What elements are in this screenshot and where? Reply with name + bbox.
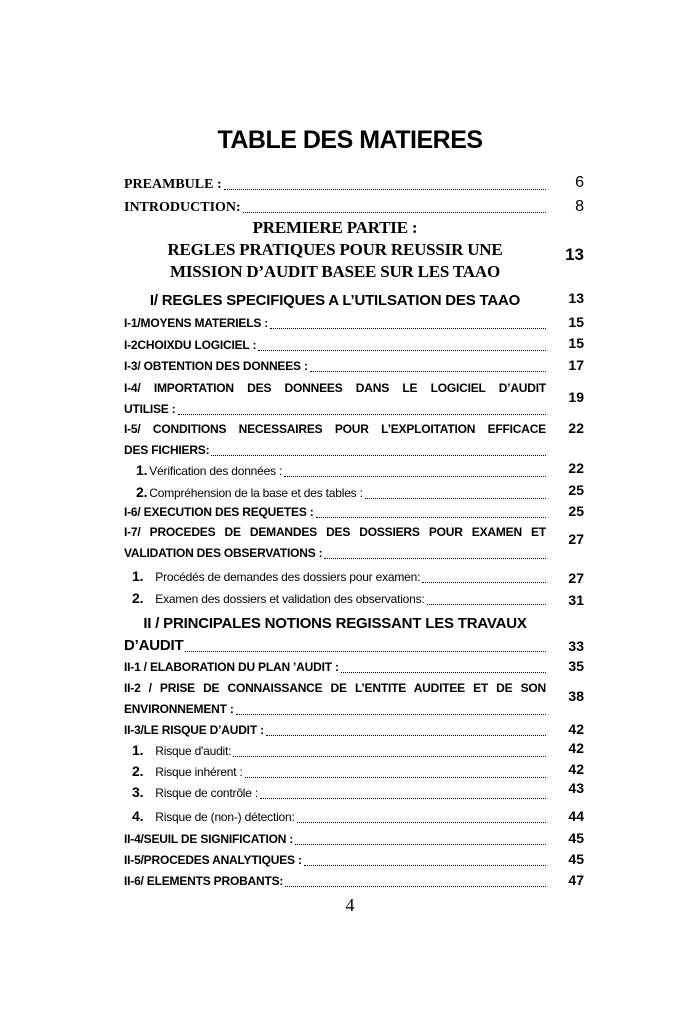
toc-page: 31 <box>568 592 584 608</box>
page-title: TABLE DES MATIERES <box>217 126 483 154</box>
dot-leader <box>270 327 546 329</box>
toc-entry[interactable] <box>124 502 546 523</box>
toc-page: 42 <box>568 761 584 777</box>
dot-leader <box>258 349 546 351</box>
toc-page: 19 <box>568 389 584 405</box>
toc-page: 27 <box>568 531 584 547</box>
dot-leader <box>233 755 546 757</box>
toc-label: Risque de (non-) détection: <box>155 810 295 824</box>
toc-page: 22 <box>568 460 584 476</box>
item-number: 2. <box>136 484 148 500</box>
dot-leader <box>295 843 546 845</box>
toc-page: 15 <box>568 314 584 330</box>
toc-page: 45 <box>568 851 584 867</box>
toc-subentry[interactable] <box>136 460 546 482</box>
toc-page: 22 <box>568 420 584 436</box>
toc-entry[interactable] <box>124 829 546 850</box>
toc-label: I-7/ PROCEDES DE DEMANDES DES DOSSIERS POUR EXAMEN ET <box>124 525 546 539</box>
toc-entry-preambule[interactable] <box>124 174 546 195</box>
toc-label: Vérification des données : <box>149 464 283 478</box>
toc-page: 35 <box>568 658 584 674</box>
toc-label: II-6/ ELEMENTS PROBANTS: <box>124 874 284 888</box>
dot-leader <box>245 776 546 778</box>
toc-entry[interactable] <box>124 313 546 334</box>
dot-leader <box>284 475 546 477</box>
toc-page: 17 <box>568 357 584 373</box>
toc-section-heading[interactable]: I/ REGLES SPECIFIQUES A L’UTILSATION DES TAAO <box>149 292 521 309</box>
toc-subentry[interactable] <box>132 566 546 588</box>
item-number: 1. <box>132 742 144 758</box>
part-line: MISSION D’AUDIT BASEE SUR LES TAAO <box>170 262 500 281</box>
dot-leader <box>324 557 546 559</box>
dot-leader <box>236 713 546 715</box>
dot-leader <box>365 497 546 499</box>
item-number: 1. <box>136 462 148 478</box>
toc-subentry[interactable] <box>132 806 546 828</box>
page-number: 4 <box>345 895 355 915</box>
toc-entry[interactable] <box>124 356 546 377</box>
toc-label: II-1 / ELABORATION DU PLAN ’AUDIT : <box>124 660 339 674</box>
toc-label: PREAMBULE : <box>124 177 222 192</box>
part-line: PREMIERE PARTIE : <box>252 218 418 237</box>
toc-label: Examen des dossiers et validation des observations: <box>155 592 425 606</box>
item-number: 3. <box>132 784 144 800</box>
toc-entry[interactable] <box>124 419 546 461</box>
toc-label: Risque de contrôle : <box>155 786 259 800</box>
toc-page: 45 <box>568 830 584 846</box>
toc-label: I-2CHOIXDU LOGICIEL : <box>124 338 257 352</box>
toc-label: Risque d'audit: <box>155 744 232 758</box>
toc-page: 38 <box>568 688 584 704</box>
dot-leader <box>341 671 546 673</box>
dot-leader <box>224 188 546 190</box>
item-number: 1. <box>132 568 144 584</box>
toc-subentry[interactable] <box>132 761 546 783</box>
toc-page: 13 <box>565 245 584 264</box>
dot-leader <box>243 211 546 213</box>
dot-leader <box>211 454 546 456</box>
toc-label: II-3/LE RISQUE D’AUDIT : <box>124 723 264 737</box>
toc-label: DES FICHIERS: <box>124 443 210 457</box>
toc-entry[interactable] <box>124 871 546 892</box>
toc-entry[interactable] <box>124 657 546 678</box>
toc-page: 27 <box>568 570 584 586</box>
dot-leader <box>285 885 546 887</box>
toc-label: II-5/PROCEDES ANALYTIQUES : <box>124 853 302 867</box>
toc-label: UTILISE : <box>124 402 176 416</box>
item-number: 2. <box>132 590 144 606</box>
toc-label: ENVIRONNEMENT : <box>124 702 234 716</box>
toc-label: INTRODUCTION: <box>124 200 241 215</box>
toc-label: II-2 / PRISE DE CONNAISSANCE DE L’ENTITE AUDITEE ET DE SON <box>124 681 546 695</box>
toc-subentry[interactable] <box>136 482 546 504</box>
toc-page: 42 <box>568 721 584 737</box>
toc-label: D’AUDIT <box>124 637 184 654</box>
dot-leader <box>310 370 546 372</box>
toc-entry[interactable] <box>124 850 546 871</box>
toc-entry-introduction[interactable] <box>124 197 546 218</box>
toc-part-heading[interactable] <box>124 217 546 283</box>
dot-leader <box>266 734 546 736</box>
toc-label: I-6/ EXECUTION DES REQUETES : <box>124 505 314 519</box>
toc-section-heading[interactable] <box>124 613 546 657</box>
item-number: 2. <box>132 763 144 779</box>
toc-subentry[interactable] <box>132 740 546 762</box>
toc-entry[interactable] <box>124 335 546 356</box>
dot-leader <box>185 650 546 652</box>
toc-label: II / PRINCIPALES NOTIONS REGISSANT LES TRAVAUX <box>143 615 527 632</box>
toc-label: Procédés de demandes des dossiers pour examen: <box>155 570 421 584</box>
toc-page: 13 <box>568 290 584 306</box>
toc-label: I-1/MOYENS MATERIELS : <box>124 316 269 330</box>
dot-leader <box>178 413 546 415</box>
toc-label: I-4/ IMPORTATION DES DONNEES DANS LE LOGICIEL D’AUDIT <box>124 381 546 395</box>
part-line: REGLES PRATIQUES POUR REUSSIR UNE <box>167 240 503 259</box>
toc-entry[interactable] <box>124 678 546 720</box>
toc-entry[interactable] <box>124 378 546 420</box>
toc-label: Compréhension de la base et des tables : <box>149 486 363 500</box>
toc-label: I-3/ OBTENTION DES DONNEES : <box>124 359 308 373</box>
toc-entry[interactable] <box>124 720 546 741</box>
toc-subentry[interactable] <box>132 782 546 804</box>
toc-page: 15 <box>568 335 584 351</box>
dot-leader <box>422 581 546 583</box>
toc-page: 25 <box>568 503 584 519</box>
toc-label: II-4/SEUIL DE SIGNIFICATION : <box>124 832 294 846</box>
toc-label: I-5/ CONDITIONS NECESSAIRES POUR L’EXPLOITATION EFFICACE <box>124 422 546 436</box>
dot-leader <box>260 797 546 799</box>
toc-subentry[interactable] <box>132 588 546 610</box>
toc-page: 42 <box>568 740 584 756</box>
toc-label: Risque inhérent : <box>155 765 243 779</box>
toc-entry[interactable] <box>124 522 546 564</box>
dot-leader <box>427 603 546 605</box>
toc-page: 44 <box>568 808 584 824</box>
toc-page: 33 <box>568 638 584 654</box>
dot-leader <box>304 864 546 866</box>
dot-leader <box>297 821 546 823</box>
toc-page: 6 <box>575 174 584 191</box>
toc-page: 47 <box>568 872 584 888</box>
dot-leader <box>316 516 546 518</box>
toc-label: VALIDATION DES OBSERVATIONS : <box>124 546 323 560</box>
item-number: 4. <box>132 808 144 824</box>
toc-page: 43 <box>568 780 584 796</box>
toc-page: 25 <box>568 482 584 498</box>
toc-page: 8 <box>575 198 584 215</box>
